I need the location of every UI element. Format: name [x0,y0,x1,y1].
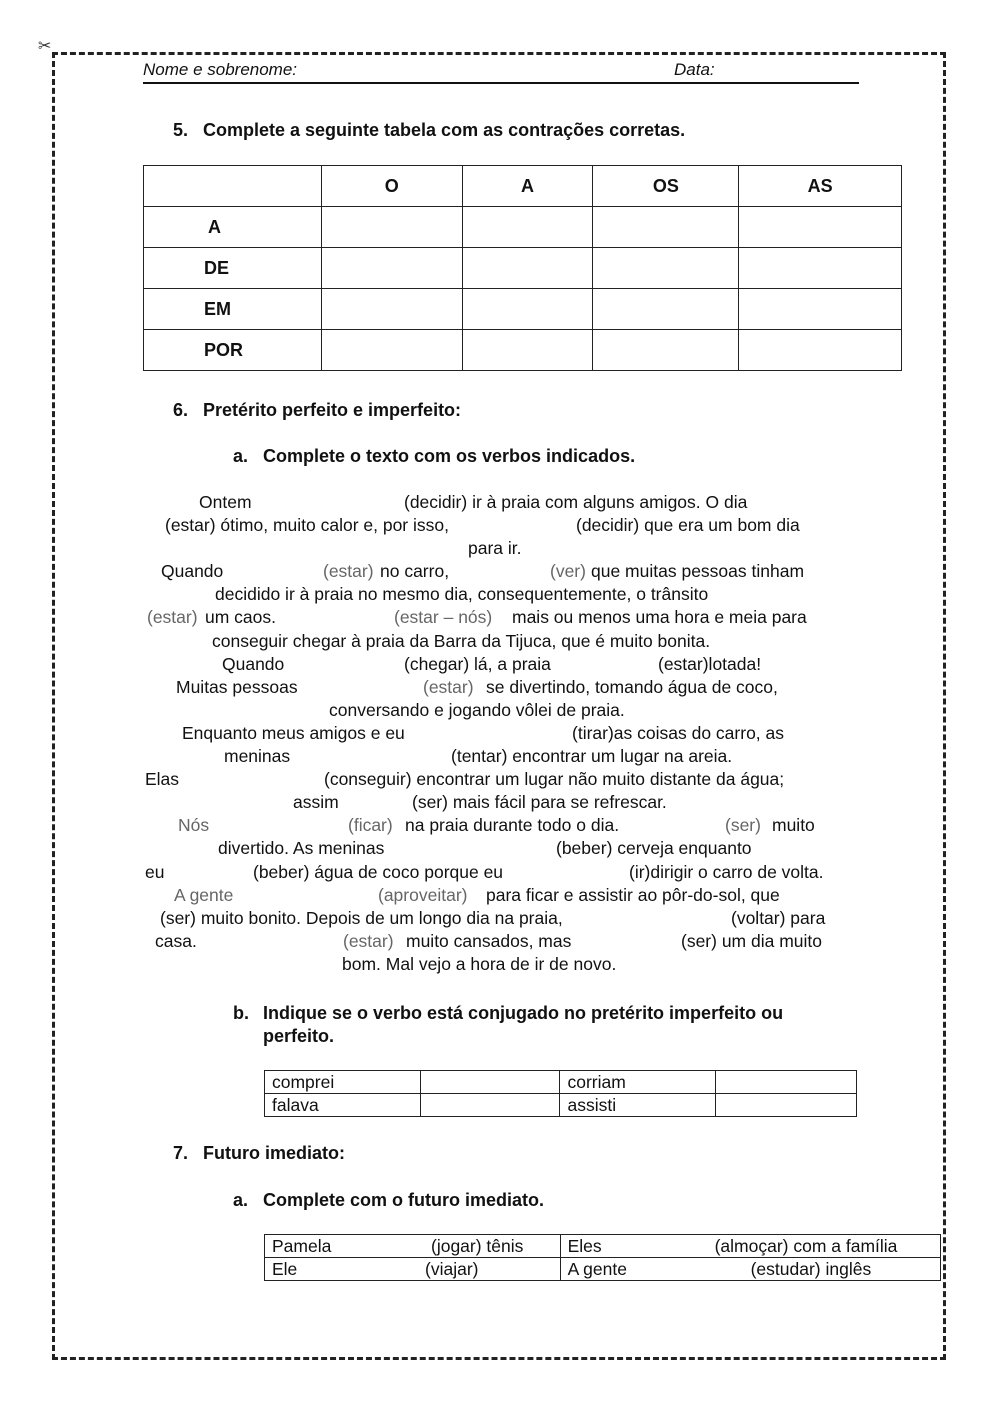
date-label: Data: [674,60,715,79]
story-line: Nós (ficar) na praia durante todo o dia. (ser) muito [178,815,815,836]
table-row [144,166,902,207]
answer-cell[interactable] [716,1071,857,1094]
table-row [265,1071,857,1094]
table-row [144,330,902,371]
table-row [144,207,902,248]
story-line: A gente (aproveitar) para ficar e assistir ao pôr-do-sol, que [174,884,780,905]
answer-cell[interactable] [739,248,902,289]
answer-cell[interactable] [321,207,462,248]
table-row [265,1258,941,1281]
story-line: conseguir chegar à praia da Barra da Tijuca, que é muito bonita. [212,630,711,651]
row-header: EM [144,289,322,330]
sentence-cell[interactable]: Ele (viajar) [265,1258,561,1281]
answer-cell[interactable] [462,330,593,371]
question-5-text: Complete a seguinte tabela com as contrações corretas. [203,120,686,140]
column-header: A [462,166,593,207]
verb-cell: falava [265,1094,421,1117]
verb-cell: comprei [265,1071,421,1094]
question-7a-text: Complete com o futuro imediato. [263,1190,545,1210]
story-line: meninas (tentar) encontrar um lugar na areia. [224,746,733,767]
answer-cell[interactable] [593,330,739,371]
story-line: Quando (chegar) lá, a praia (estar)lotada! [222,653,762,674]
verb-cell: assisti [560,1094,716,1117]
story-line: Ontem (decidir) ir à praia com alguns amigos. O dia [199,492,748,512]
answer-cell[interactable] [321,330,462,371]
question-6b-text-2: perfeito. [263,1026,335,1046]
story-line: eu (beber) água de coco porque eu (ir)dirigir o carro de volta. [145,861,824,882]
answer-cell[interactable] [593,207,739,248]
row-header: A [144,207,322,248]
header-line [143,60,859,84]
question-6-text: Pretérito perfeito e imperfeito: [203,400,462,420]
story-line: Enquanto meus amigos e eu (tirar)as coisas do carro, as [182,722,785,743]
answer-cell[interactable] [593,248,739,289]
question-6a: a. Complete o texto com os verbos indicados. [233,446,636,466]
story-line: Elas (conseguir) encontrar um lugar não muito distante da água; [145,769,785,790]
name-label: Nome e sobrenome: [143,60,298,79]
verb-cell: corriam [560,1071,716,1094]
story-line: Muitas pessoas (estar) se divertindo, tomando água de coco, [176,676,778,697]
future-table [264,1234,941,1281]
story-text [143,491,859,976]
table-row [144,289,902,330]
answer-cell[interactable] [716,1094,857,1117]
question-7a: a. Complete com o futuro imediato. [233,1190,545,1210]
scissors-icon: ✂ [38,38,52,55]
answer-cell[interactable] [321,289,462,330]
story-line: casa. (estar) muito cansados, mas (ser) um dia muito [155,930,823,951]
answer-cell[interactable] [739,330,902,371]
sentence-cell[interactable]: A gente (estudar) inglês [560,1258,940,1281]
story-line: para ir. [468,538,522,559]
answer-cell[interactable] [321,248,462,289]
story-line: (estar) um caos. (estar – nós) mais ou menos uma hora e meia para [147,607,807,628]
story-line: bom. Mal vejo a hora de ir de novo. [342,953,617,974]
contractions-table [143,165,902,371]
question-7: 7. Futuro imediato: [173,1143,345,1163]
story-line: assim (ser) mais fácil para se refrescar. [293,792,667,813]
story-line: conversando e jogando vôlei de praia. [329,699,625,720]
row-header: DE [144,248,322,289]
answer-cell[interactable] [593,289,739,330]
story-line: divertido. As meninas (beber) cerveja enquanto [218,838,752,859]
tense-table [264,1070,857,1117]
column-header: O [321,166,462,207]
column-header: AS [739,166,902,207]
question-5: 5. Complete a seguinte tabela com as contrações corretas. [173,120,686,140]
answer-cell[interactable] [739,207,902,248]
answer-cell[interactable] [462,248,593,289]
table-row [144,248,902,289]
answer-cell[interactable] [739,289,902,330]
story-line: Quando (estar) no carro, (ver) que muitas pessoas tinham [161,561,805,582]
story-line: (estar) ótimo, muito calor e, por isso, (decidir) que era um bom dia [165,515,800,536]
question-6a-text: Complete o texto com os verbos indicados. [263,446,636,466]
answer-cell[interactable] [420,1094,560,1117]
sentence-cell[interactable]: Pamela (jogar) tênis [265,1235,561,1258]
question-6: 6. Pretérito perfeito e imperfeito: [173,400,462,420]
sentence-cell[interactable]: Eles (almoçar) com a família [560,1235,940,1258]
table-row [265,1094,857,1117]
story-line: decidido ir à praia no mesmo dia, consequentemente, o trânsito [215,584,709,605]
question-6b-text: Indique se o verbo está conjugado no pretérito imperfeito ou [263,1003,784,1023]
table-row [265,1235,941,1258]
answer-cell[interactable] [462,289,593,330]
row-header: POR [144,330,322,371]
question-6b: b. Indique se o verbo está conjugado no pretérito imperfeito ou perfeito. [233,1003,784,1046]
question-7-text: Futuro imediato: [203,1143,345,1163]
story-line: (ser) muito bonito. Depois de um longo dia na praia, (voltar) para [160,907,826,928]
answer-cell[interactable] [420,1071,560,1094]
column-header: OS [593,166,739,207]
answer-cell[interactable] [462,207,593,248]
